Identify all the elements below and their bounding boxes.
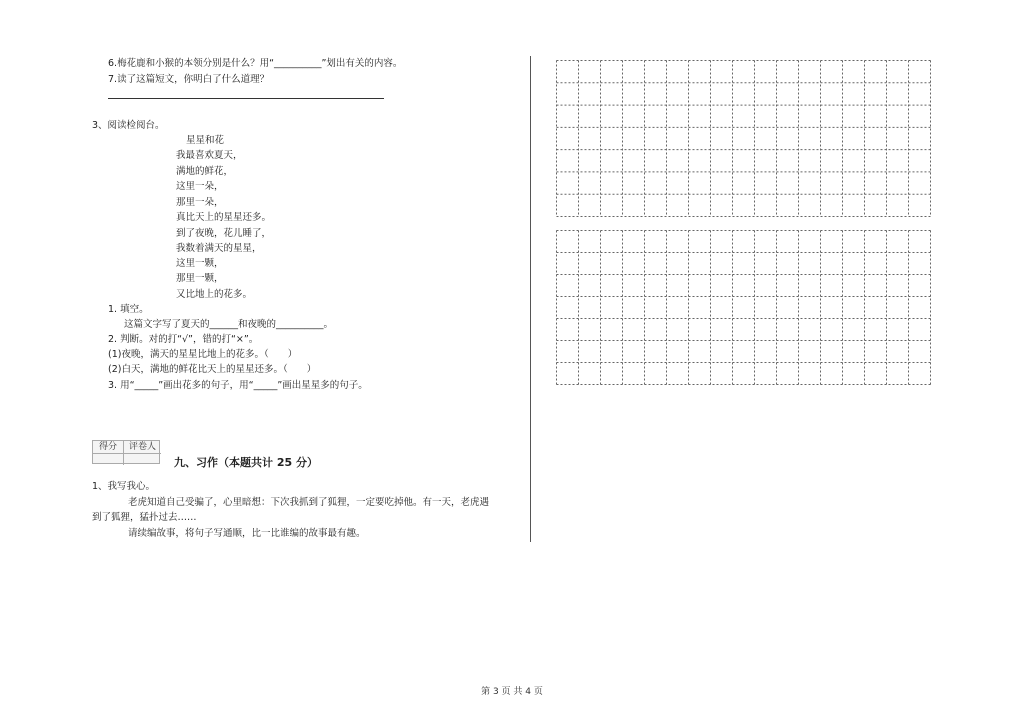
poem-line: 那里一朵， xyxy=(176,197,224,208)
poem-title: 星星和花 xyxy=(186,135,225,146)
page-number: 第 3 页 共 4 页 xyxy=(481,687,543,697)
poem-line: 这里一朵， xyxy=(176,181,224,192)
poem-line: 又比地上的花多。 xyxy=(176,289,253,300)
writing-grid xyxy=(556,60,932,218)
writing-paragraph-cont: 到了狐狸，猛扑过去…… xyxy=(92,512,197,523)
poem-line: 我最喜欢夏天， xyxy=(176,150,243,161)
column-divider xyxy=(530,56,531,542)
reading-heading: 3、阅读检阅台。 xyxy=(92,120,165,131)
answer-line xyxy=(108,98,384,99)
writing-instruction: 请续编故事，将句子写通顺，比一比谁编的故事最有趣。 xyxy=(128,528,366,539)
score-box xyxy=(92,440,160,464)
writing-paragraph: 老虎知道自己受骗了，心里暗想：下次我抓到了狐狸，一定要吃掉他。有一天，老虎遇 xyxy=(128,497,490,508)
poem-line: 到了夜晚，花儿睡了， xyxy=(176,228,272,239)
writing-heading: 1、我写我心。 xyxy=(92,481,156,492)
poem-line: 这里一颗， xyxy=(176,258,224,269)
poem-line: 真比天上的星星还多。 xyxy=(176,212,272,223)
poem-line: 我数着满天的星星， xyxy=(176,243,262,254)
reading-q2: 2. 判断。对的打“√”，错的打“×”。 xyxy=(108,334,259,345)
writing-grid xyxy=(556,230,932,386)
question-7: 7.读了这篇短文，你明白了什么道理？ xyxy=(108,74,270,85)
poem-line: 那里一颗， xyxy=(176,273,224,284)
reading-q1-text: 这篇文字写了夏天的______和夜晚的__________。 xyxy=(124,319,334,330)
reading-q2-a: (1)夜晚，满天的星星比地上的花多。（ ） xyxy=(108,349,298,360)
reading-q3: 3. 用“_____”画出花多的句子，用“_____”画出星星多的句子。 xyxy=(108,380,368,391)
question-6: 6.梅花鹿和小猴的本领分别是什么？用“__________”划出有关的内容。 xyxy=(108,58,403,69)
grader-label: 评卷人 xyxy=(128,442,156,452)
poem-line: 满地的鲜花， xyxy=(176,166,234,177)
reading-q1: 1. 填空。 xyxy=(108,304,149,315)
reading-q2-b: (2)白天，满地的鲜花比天上的星星还多。（ ） xyxy=(108,364,317,375)
score-label: 得分 xyxy=(93,441,124,453)
section-title: 九、习作（本题共计 25 分） xyxy=(174,456,318,469)
